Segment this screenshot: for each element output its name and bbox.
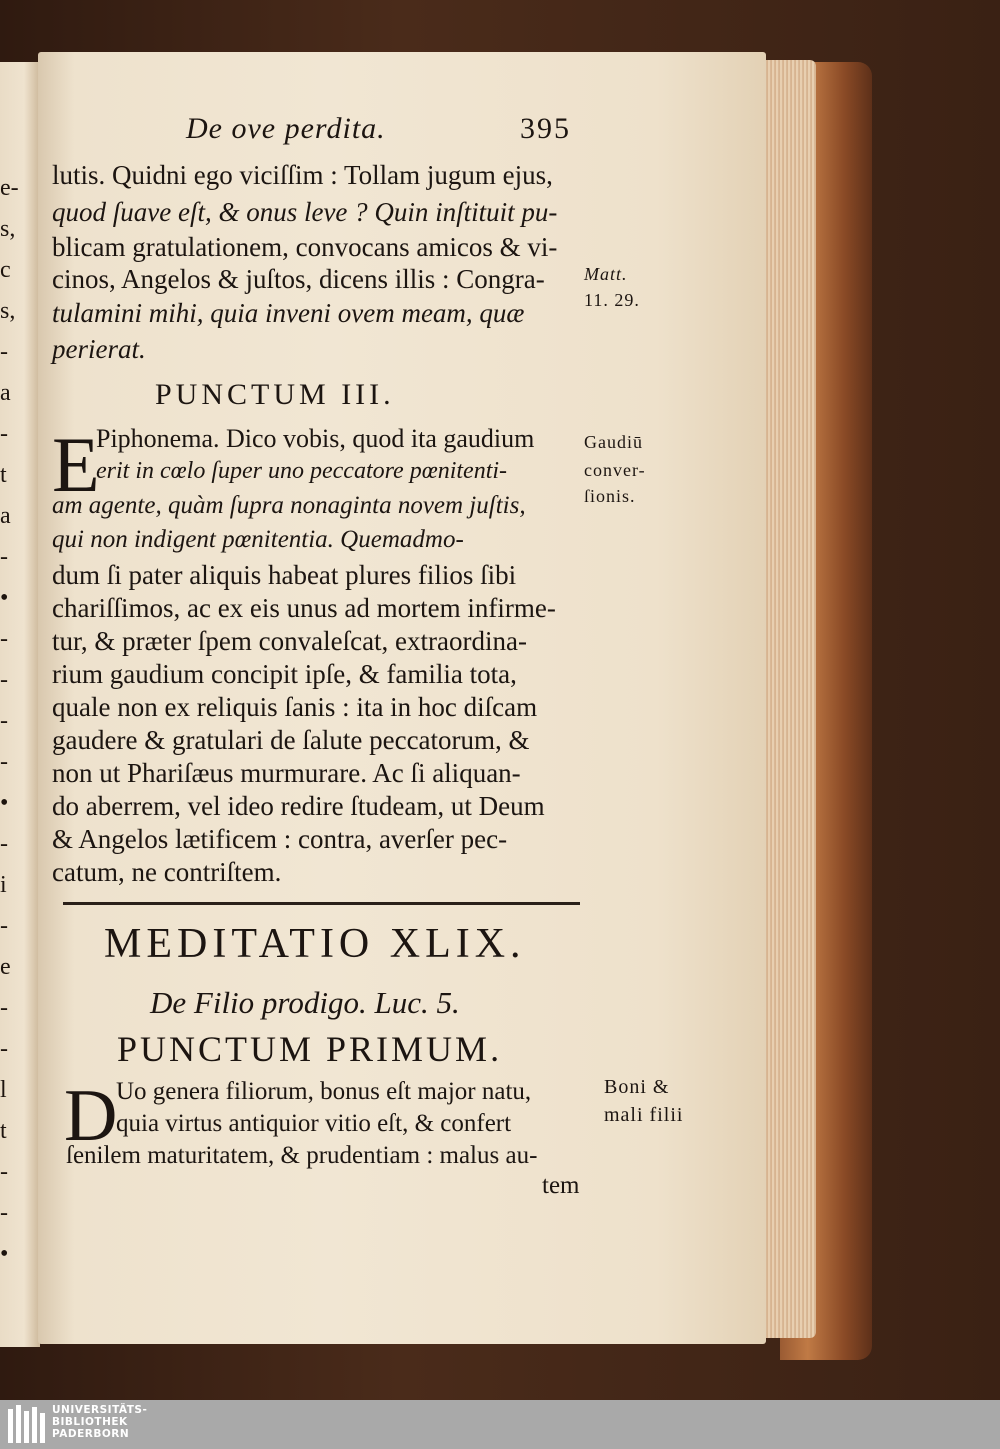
left-page-glyph: - (0, 708, 8, 734)
text-line: quale non ex reliquis ſanis : ita in hoc diſcam (52, 692, 538, 722)
margin-note: conver- (584, 460, 646, 480)
left-page-glyph: - (0, 1159, 8, 1185)
footer-bar (0, 1400, 1000, 1449)
text-line: erit in cœlo ſuper uno peccatore pœnitenti- (96, 458, 508, 484)
text-line: am agente, quàm ſupra nonaginta novem juſtis, (52, 492, 526, 519)
text-line: tulamini mihi, quia inveni ovem meam, quæ (52, 298, 525, 328)
text-line: Uo genera filiorum, bonus eſt major natu, (116, 1078, 532, 1105)
left-page-glyph: - (0, 544, 8, 570)
left-page-glyph: - (0, 339, 8, 365)
margin-note: Gaudiū (584, 432, 643, 452)
left-page-glyph: - (0, 913, 8, 939)
text-line: perierat. (52, 334, 146, 364)
left-page-glyph: t (0, 1118, 7, 1144)
left-page-glyph: l (0, 1077, 7, 1103)
left-page-glyph: - (0, 667, 8, 693)
text-line: gaudere & gratulari de ſalute peccatorum, & (52, 725, 530, 755)
text-line: dum ſi pater aliquis habeat plures filios ſibi (52, 560, 517, 590)
text-line: ſenilem maturitatem, & prudentiam : malus au- (66, 1142, 538, 1169)
section-heading: PUNCTUM III. (155, 378, 395, 411)
library-logo-icon (6, 1403, 48, 1445)
text-line: blicam gratulationem, convocans amicos & vi- (52, 232, 558, 262)
left-page-glyph: e- (0, 175, 19, 201)
library-name-line: PADERBORN (52, 1428, 130, 1440)
left-page-glyph: • (0, 1241, 9, 1267)
text-line: non ut Phariſæus murmurare. Ac ſi aliquan- (52, 758, 521, 788)
catchword: tem (542, 1172, 580, 1199)
text-line: Piphonema. Dico vobis, quod ita gaudium (96, 424, 535, 453)
text-line: catum, ne contriſtem. (52, 857, 282, 887)
left-page-glyph: - (0, 995, 8, 1021)
section-divider (63, 902, 580, 905)
text-line: quod ſuave eſt, & onus leve ? Quin inſtituit pu- (52, 197, 558, 227)
left-page-glyph: - (0, 1036, 8, 1062)
margin-note: Boni & (604, 1076, 670, 1098)
left-page-glyph: - (0, 831, 8, 857)
text-line: lutis. Quidni ego viciſſim : Tollam jugum ejus, (52, 160, 553, 190)
text-line: do aberrem, vel ideo redire ſtudeam, ut Deum (52, 791, 545, 821)
left-page-glyph: c (0, 257, 11, 283)
left-page-glyph: i (0, 872, 7, 898)
punctum-primum-heading: PUNCTUM PRIMUM. (117, 1029, 503, 1069)
margin-note: ſionis. (584, 486, 636, 506)
left-page-glyph: s, (0, 298, 16, 324)
left-page-glyph: s, (0, 216, 16, 242)
margin-note: Matt. (584, 264, 628, 284)
library-name (52, 1404, 147, 1440)
left-page-glyph: • (0, 790, 9, 816)
left-page-glyph: t (0, 462, 7, 488)
text-line: qui non indigent pœnitentia. Quemadmo- (52, 526, 464, 553)
margin-note: mali filii (604, 1104, 684, 1126)
drop-cap: D (64, 1075, 118, 1157)
margin-note: 11. 29. (584, 290, 640, 310)
left-page-glyph: a (0, 380, 11, 406)
meditatio-subtitle: De Filio prodigo. Luc. 5. (150, 985, 460, 1020)
text-line: chariſſimos, ac ex eis unus ad mortem infirme- (52, 593, 556, 623)
text-line: & Angelos lætificem : contra, averſer pec- (52, 824, 508, 854)
drop-cap: E (52, 421, 100, 508)
left-page-glyphs (0, 168, 20, 1275)
left-page-glyph: e (0, 954, 11, 980)
text-line: quia virtus antiquior vitio eſt, & confert (116, 1110, 512, 1137)
left-page-glyph: - (0, 626, 8, 652)
page-number: 395 (520, 112, 571, 145)
left-page-glyph: - (0, 749, 8, 775)
library-name-line: UNIVERSITÄTS- (52, 1404, 148, 1416)
left-page-glyph: a (0, 503, 11, 529)
left-page-glyph: - (0, 1200, 8, 1226)
left-page-glyph: • (0, 585, 9, 611)
text-line: cinos, Angelos & juſtos, dicens illis : Congra- (52, 264, 545, 294)
library-name-line: BIBLIOTHEK (52, 1416, 128, 1428)
running-header-title: De ove perdita. (186, 112, 386, 145)
text-line: tur, & præter ſpem convaleſcat, extraordina- (52, 626, 527, 656)
meditatio-title: MEDITATIO XLIX. (104, 921, 526, 967)
text-line: rium gaudium concipit ipſe, & familia tota, (52, 659, 517, 689)
left-page-glyph: - (0, 421, 8, 447)
